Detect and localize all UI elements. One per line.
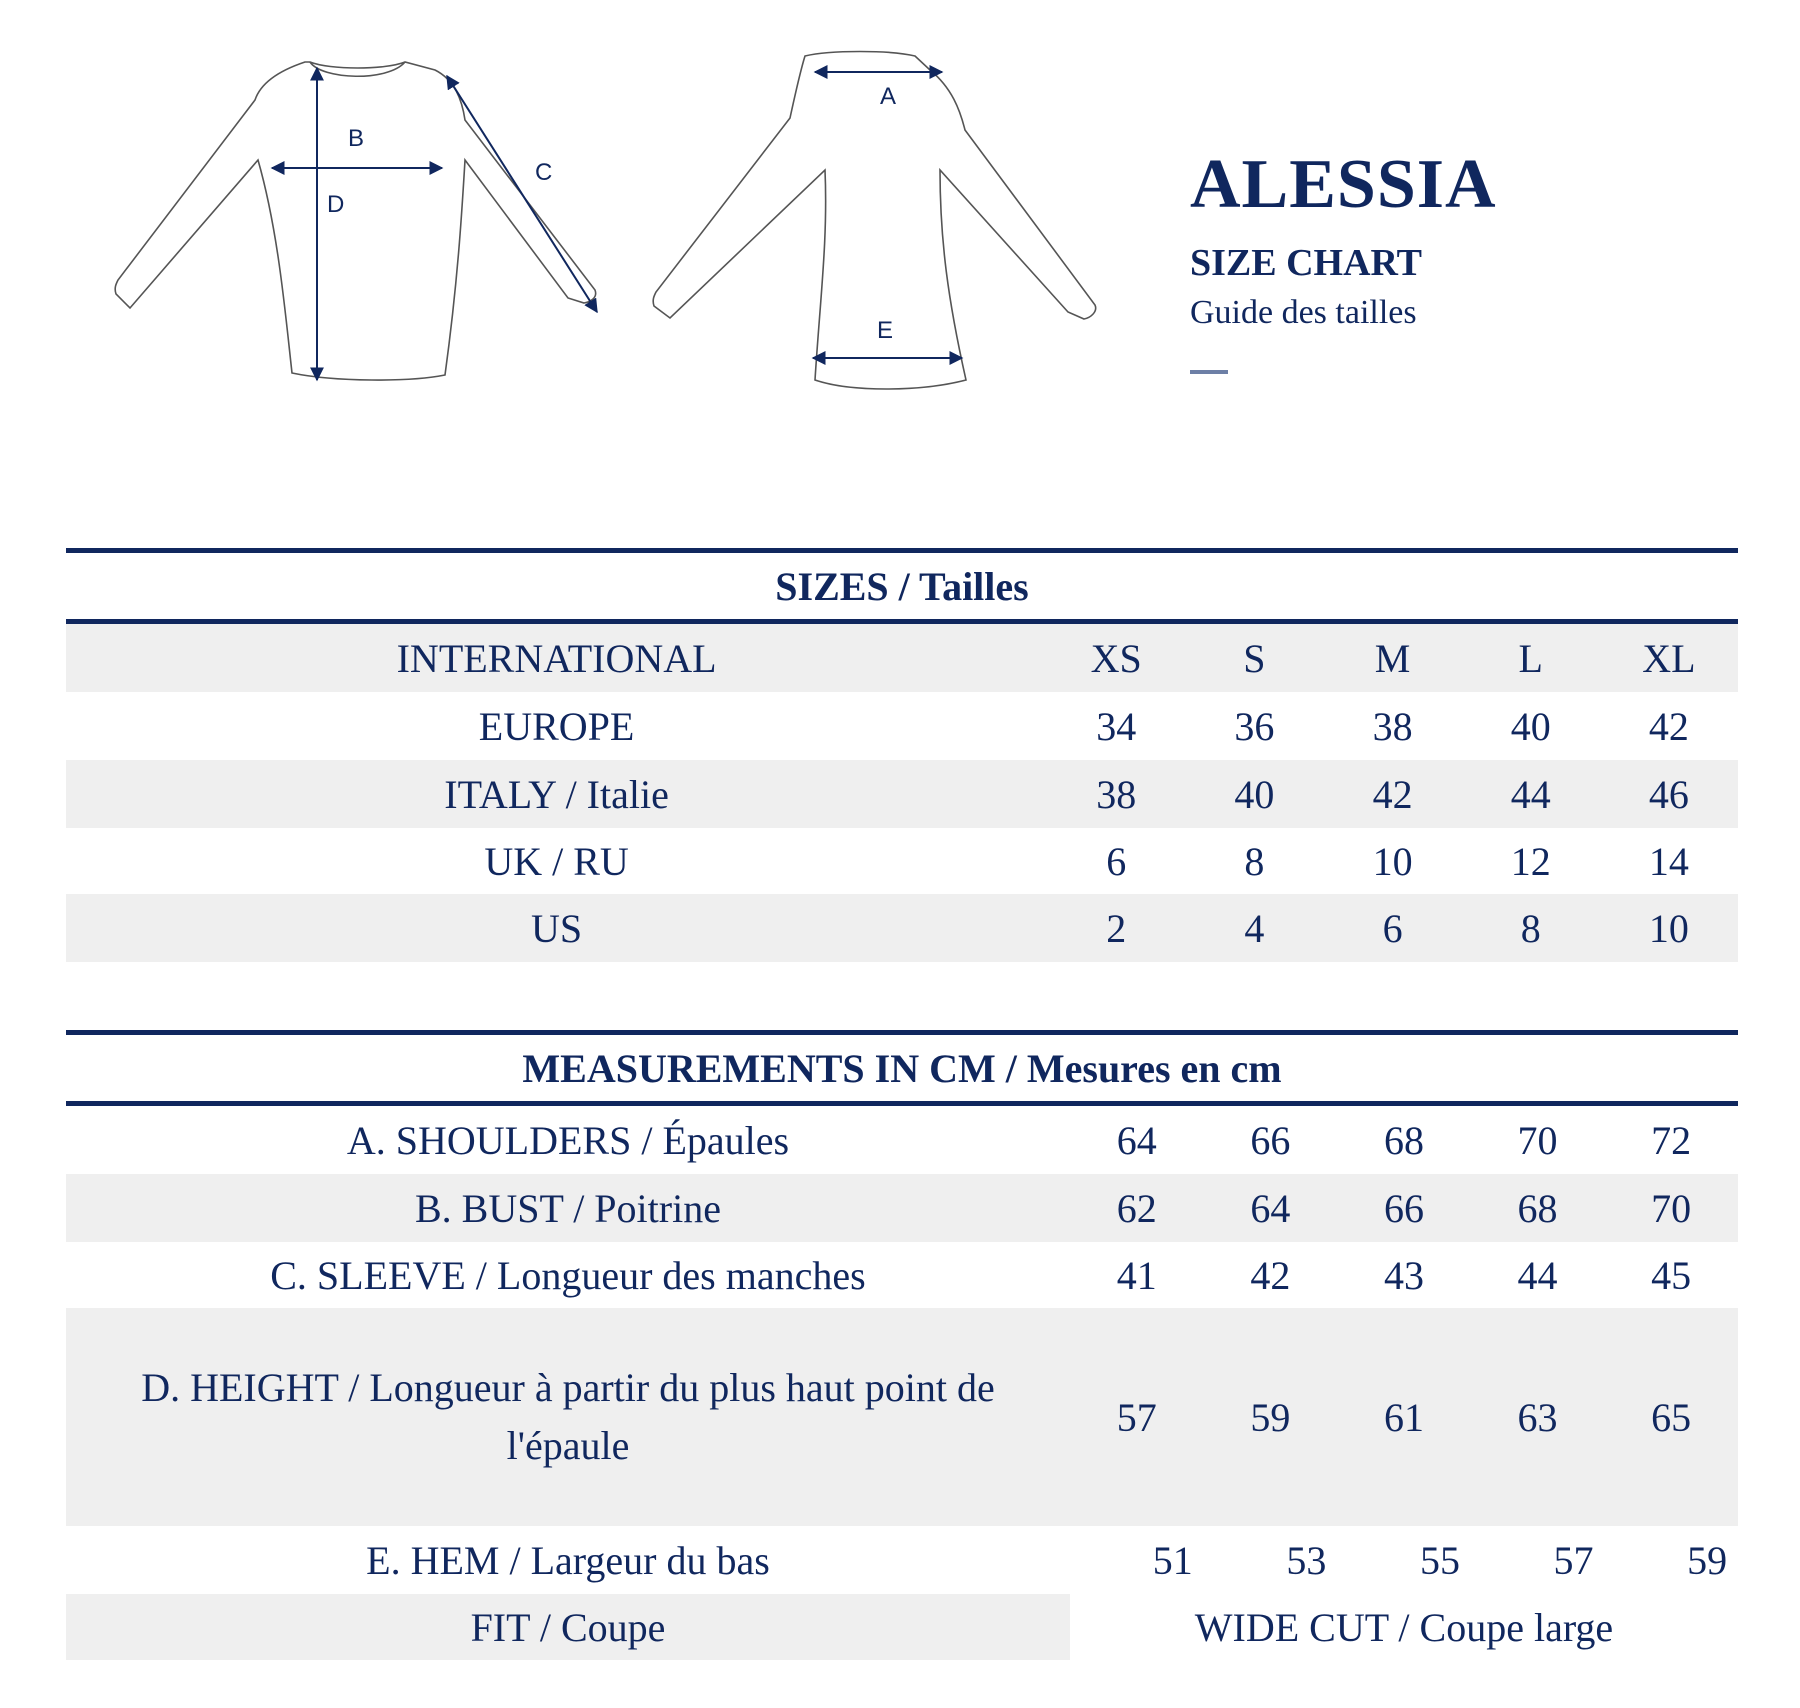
- back-view-arrows: [813, 72, 962, 358]
- cell: 64: [1204, 1174, 1338, 1242]
- cell: S: [1185, 622, 1323, 693]
- cell: 42: [1323, 760, 1461, 828]
- cell: 4: [1185, 894, 1323, 962]
- label-a: A: [880, 83, 897, 110]
- cell: 66: [1337, 1174, 1471, 1242]
- fit-label: FIT / Coupe: [66, 1594, 1070, 1660]
- row-label: US: [66, 894, 1047, 962]
- table-row: [66, 1526, 1738, 1594]
- row-label: A. SHOULDERS / Épaules: [346, 1117, 790, 1163]
- cell: L: [1462, 622, 1600, 693]
- cell: 41: [1116, 1252, 1157, 1298]
- cell: [1471, 1526, 1605, 1594]
- cell: 42: [1250, 1252, 1291, 1298]
- cell: 64: [1116, 1117, 1157, 1163]
- cell: 14: [1648, 838, 1689, 884]
- cell: 61: [1337, 1308, 1471, 1526]
- cell: 40: [1510, 703, 1551, 749]
- row-label: EUROPE: [478, 703, 635, 749]
- product-title: ALESSIA: [1190, 146, 1497, 223]
- cell: 10: [1600, 894, 1738, 962]
- cell: 8: [1244, 838, 1265, 884]
- cell: 57: [1070, 1308, 1204, 1526]
- measurements-table: [66, 1030, 1738, 1660]
- label-c: C: [535, 159, 553, 186]
- measurements-heading: MEASUREMENTS IN CM / Mesures en cm: [66, 1033, 1738, 1104]
- chart-subtitle-fr: Guide des tailles: [1190, 294, 1417, 331]
- measurement-letters: [327, 83, 896, 344]
- cell: XS: [1047, 622, 1185, 693]
- cell: 38: [1372, 703, 1413, 749]
- cell: XL: [1600, 622, 1738, 693]
- row-label: ITALY / Italie: [66, 760, 1047, 828]
- cell: 42: [1648, 703, 1689, 749]
- sizes-heading: SIZES / Tailles: [66, 551, 1738, 622]
- label-e: E: [877, 317, 894, 344]
- cell: 6: [1323, 894, 1461, 962]
- cell: 44: [1517, 1252, 1558, 1298]
- table-row: [66, 1104, 1738, 1175]
- cell: [1337, 1526, 1471, 1594]
- sizes-heading-row: [66, 551, 1738, 622]
- front-view-arrows: [272, 68, 597, 380]
- cell: 38: [1047, 760, 1185, 828]
- row-label: UK / RU: [484, 838, 629, 884]
- title-divider: [1190, 370, 1228, 374]
- sizes-table: [66, 548, 1738, 962]
- table-row: [66, 1242, 1738, 1308]
- label-d: D: [327, 191, 345, 218]
- cell-value: 53: [1286, 1537, 1327, 1583]
- cell: 72: [1651, 1117, 1692, 1163]
- cell: 66: [1250, 1117, 1291, 1163]
- cell-value: 51: [1152, 1537, 1193, 1583]
- cell: 46: [1600, 760, 1738, 828]
- table-row: [66, 692, 1738, 760]
- table-row: [66, 894, 1738, 962]
- cell-value: 55: [1419, 1537, 1460, 1583]
- cell: 65: [1604, 1308, 1738, 1526]
- cell: 68: [1471, 1174, 1605, 1242]
- cell-value: 59: [1687, 1537, 1728, 1583]
- table-row: [66, 828, 1738, 894]
- fit-row: [66, 1594, 1738, 1660]
- table-row: [66, 1308, 1738, 1526]
- cell: 68: [1383, 1117, 1424, 1163]
- table-row: [66, 760, 1738, 828]
- cell: [1204, 1526, 1338, 1594]
- row-label: B. BUST / Poitrine: [66, 1174, 1070, 1242]
- row-label: D. HEIGHT / Longueur à partir du plus haut point de l'épaule: [66, 1308, 1070, 1526]
- row-label: E. HEM / Largeur du bas: [366, 1537, 770, 1583]
- row-label: C. SLEEVE / Longueur des manches: [270, 1252, 866, 1298]
- row-label: INTERNATIONAL: [66, 622, 1047, 693]
- cell: 40: [1185, 760, 1323, 828]
- table-row: [66, 1174, 1738, 1242]
- cell: 10: [1372, 838, 1413, 884]
- cell: 63: [1471, 1308, 1605, 1526]
- cell: 70: [1517, 1117, 1558, 1163]
- garment-diagrams: [90, 40, 1190, 400]
- cell: 34: [1096, 703, 1137, 749]
- cell: 59: [1204, 1308, 1338, 1526]
- garment-diagram-svg: [90, 40, 1190, 400]
- cell-value: 57: [1553, 1537, 1594, 1583]
- measurements-heading-row: [66, 1033, 1738, 1104]
- cell: [1070, 1526, 1204, 1594]
- front-view-drawing: [115, 62, 595, 380]
- cell: [1604, 1526, 1738, 1594]
- cell: 44: [1462, 760, 1600, 828]
- cell: 45: [1651, 1252, 1692, 1298]
- cell: 8: [1462, 894, 1600, 962]
- chart-subtitle: SIZE CHART: [1190, 242, 1423, 284]
- fit-value: WIDE CUT / Coupe large: [1070, 1594, 1738, 1660]
- back-view-drawing: [653, 52, 1095, 390]
- label-b: B: [348, 125, 365, 152]
- brand-block: [1190, 146, 1497, 374]
- cell: 43: [1383, 1252, 1424, 1298]
- cell: 62: [1070, 1174, 1204, 1242]
- table-row: [66, 622, 1738, 693]
- cell: 6: [1106, 838, 1127, 884]
- cell: 2: [1047, 894, 1185, 962]
- cell: 36: [1234, 703, 1275, 749]
- cell: 70: [1604, 1174, 1738, 1242]
- cell: 12: [1510, 838, 1551, 884]
- cell: M: [1323, 622, 1461, 693]
